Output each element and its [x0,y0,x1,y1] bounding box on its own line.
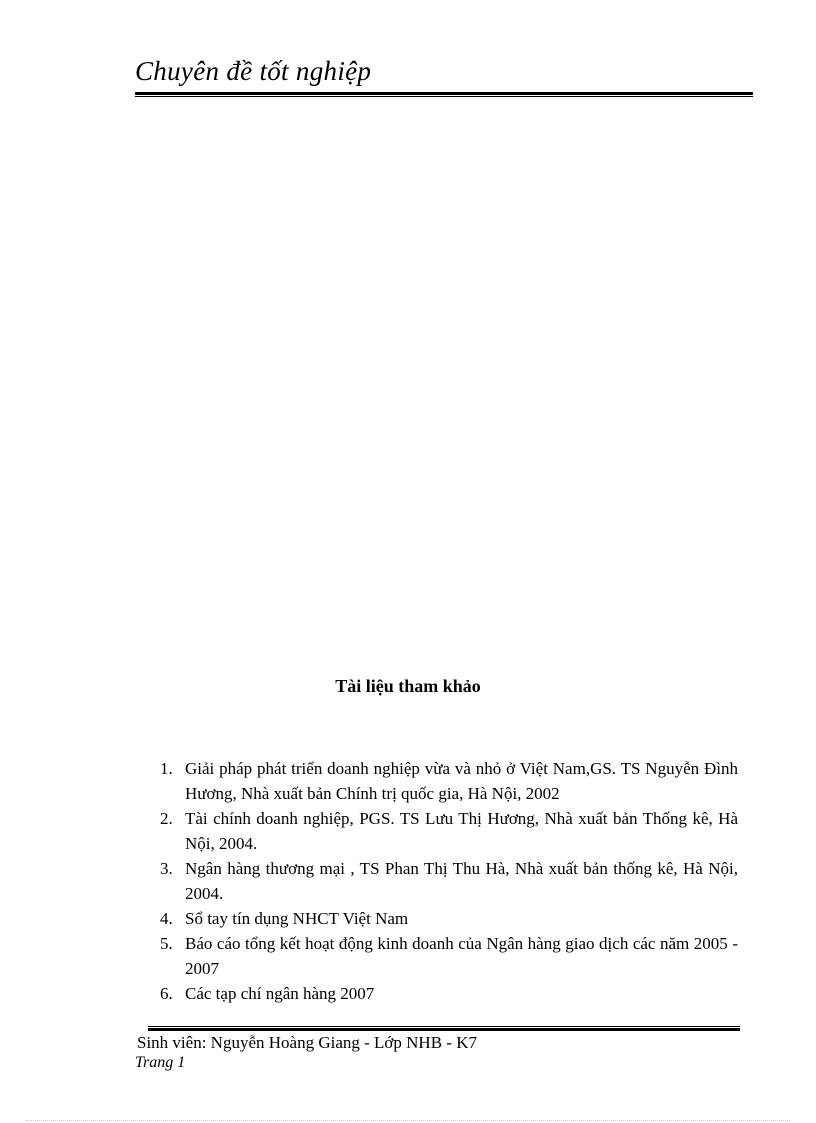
reference-number: 1. [160,759,173,778]
reference-number: 3. [160,859,173,878]
reference-text: Giải pháp phát triển doanh nghiệp vừa và nhỏ ở Việt Nam,GS. TS Nguyễn Đình Hương, Nhà xuất bản Chính trị quốc gia, Hà Nội, 2002 [185,759,738,803]
reference-number: 4. [160,909,173,928]
reference-item [160,981,738,1006]
reference-text: Ngân hàng thương mại , TS Phan Thị Thu Hà, Nhà xuất bản thống kê, Hà Nội, 2004. [185,859,738,903]
reference-number: 2. [160,809,173,828]
header-divider [135,92,753,97]
footer-divider [148,1026,740,1031]
reference-item [160,756,738,806]
reference-text: Tài chính doanh nghiệp, PGS. TS Lưu Thị Hương, Nhà xuất bản Thống kê, Hà Nội, 2004. [185,809,738,853]
reference-text: Các tạp chí ngân hàng 2007 [185,984,375,1003]
references-title: Tài liệu tham khảo [335,676,481,696]
reference-item [160,931,738,981]
references-list [160,756,738,1006]
reference-item [160,906,738,931]
reference-item [160,806,738,856]
footer-student-info: Sinh viên: Nguyễn Hoàng Giang - Lớp NHB - K7 [137,1033,477,1052]
reference-text: Sổ tay tín dụng NHCT Việt Nam [185,909,409,928]
reference-number: 5. [160,934,173,953]
footer-page-number: Trang 1 [135,1054,186,1071]
page-edge [26,1120,790,1121]
reference-text: Báo cáo tổng kết hoạt động kinh doanh của Ngân hàng giao dịch các năm 2005 - 2007 [185,934,738,978]
header-title: Chuyên đề tốt nghiệp [135,56,372,86]
reference-number: 6. [160,984,173,1003]
reference-item [160,856,738,906]
